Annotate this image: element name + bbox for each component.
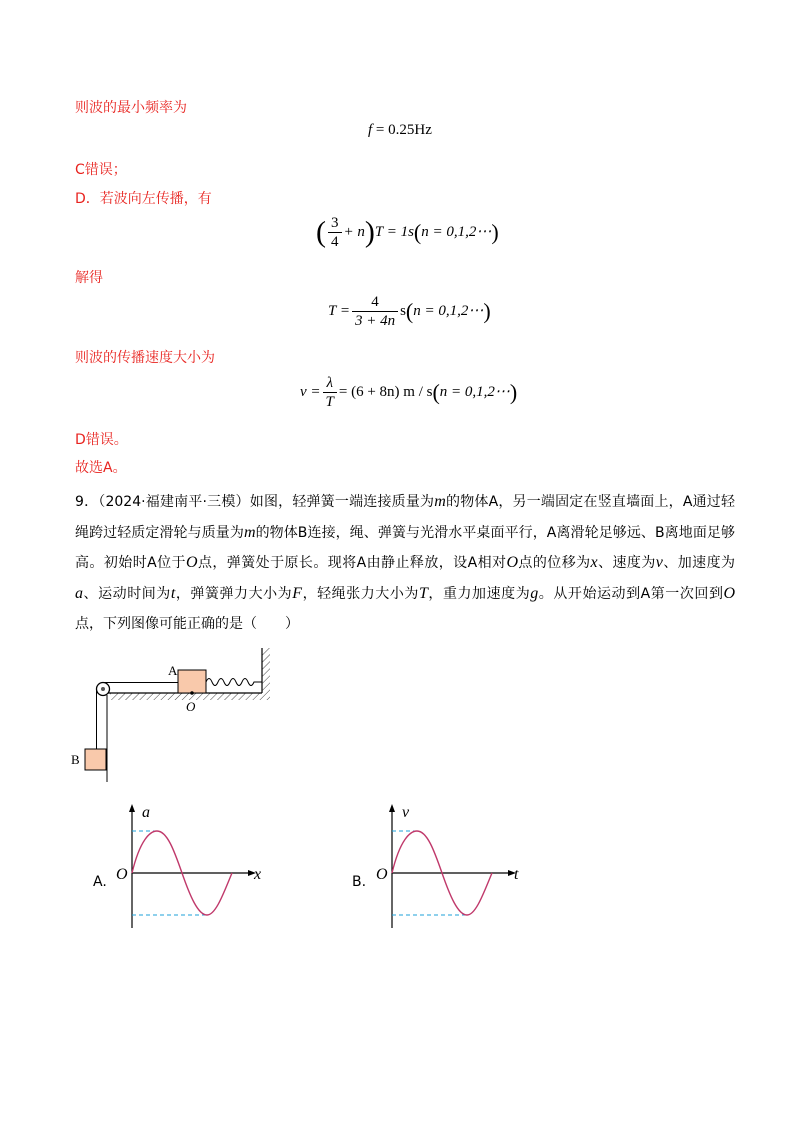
question-number: 9．: [75, 494, 99, 510]
option-b-letter: B.: [352, 874, 367, 890]
question-source: （2024·福建南平·三模）: [98, 494, 250, 510]
label-b: B: [71, 752, 80, 767]
option-a-xaxis: x: [254, 866, 262, 883]
equation-frequency: f = 0.25Hz: [368, 122, 432, 138]
block-a: [178, 670, 206, 693]
option-b-origin: O: [376, 866, 388, 883]
option-b-yaxis: v: [402, 804, 410, 821]
equation-speed: v = $\frac{\lambda}{T}$ = (6 + 8n) m / s(n = 0,1,2⋯): [300, 375, 518, 410]
label-a: A: [168, 663, 178, 678]
option-a-letter: A.: [93, 874, 107, 890]
solution-line-1: 则波的最小频率为: [75, 100, 187, 116]
solution-line-4: 解得: [75, 270, 103, 286]
label-o: O: [186, 699, 196, 714]
solution-line-3: D．若波向左传播，有: [75, 191, 212, 207]
option-a-origin: O: [116, 866, 128, 883]
option-b-graph: [372, 800, 532, 935]
setup-figure: [70, 642, 290, 787]
equation-period: T = $\frac{4}{3 + 4n}$ s(n = 0,1,2⋯): [328, 294, 491, 329]
option-a-yaxis: a: [142, 804, 150, 821]
solution-line-2: C错误；: [75, 162, 127, 178]
equation-period-condition: ( $\frac{3}{4}$ + n)T = 1s(n = 0,1,2⋯): [316, 215, 499, 250]
question-9: 9．（2024·福建南平·三模）如图，轻弹簧一端连接质量为m的物体A，另一端固定在竖直墙面上，A通过轻绳跨过轻质定滑轮与质量为m的物体B连接，绳、弹簧与光滑水平桌面平行，A离滑轮足够远、B离地面足够高。初始时A位于O点，弹簧处于原长。现将A由静止释放，设A相对O点的位移为x、速度为v、加速度为a、运动时间为t，弹簧弹力大小为F，轻绳张力大小为T，重力加速度为g。从开始运动到A第一次回到O点，下列图像可能正确的是（ ）: [75, 493, 736, 632]
option-b-xaxis: t: [514, 866, 519, 883]
option-a-graph: [112, 800, 272, 935]
solution-line-7: 故选A。: [75, 460, 127, 476]
wall-hatch: [262, 648, 270, 700]
spring: [206, 679, 262, 686]
block-b: [85, 749, 106, 770]
solution-line-5: 则波的传播速度大小为: [75, 350, 215, 366]
solution-line-6: D错误。: [75, 432, 128, 448]
